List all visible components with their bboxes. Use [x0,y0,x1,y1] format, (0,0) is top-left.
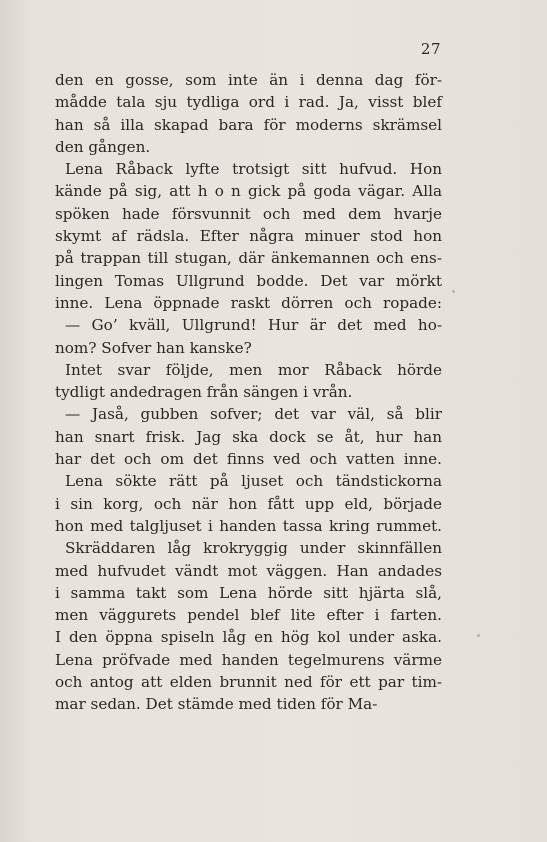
paper-speck [452,290,455,293]
page-number: 27 [420,40,441,58]
text-line: skymt af rädsla. Efter några minuer stod hon [55,227,442,246]
text-line: i sin korg, och när hon fått upp eld, började [55,494,442,513]
text-line: spöken hade försvunnit och med dem hvarje [55,204,442,223]
text-line: Intet svar följde, men mor Råback hörde [65,360,442,379]
text-line: Lena Råback lyfte trotsigt sitt hufvud. Hon [65,160,442,179]
text-line: hon med talgljuset i handen tassa kring rummet. [55,516,442,535]
text-line: kände på sig, att h o n gick på goda vägar. Alla [55,182,442,201]
text-line: har det och om det finns ved och vatten inne. [55,450,442,469]
text-line: — Go’ kväll, Ullgrund! Hur är det med ho- [65,316,442,335]
text-line: I den öppna spiseln låg en hög kol under aska. [55,628,442,647]
text-line: mådde tala sju tydliga ord i rad. Ja, visst blef [55,93,442,112]
text-line: han så illa skapad bara för moderns skrämsel [55,115,442,134]
text-line: men väggurets pendel blef lite efter i farten. [55,606,442,625]
body-text [55,69,442,716]
text-line: den gången. [55,137,151,156]
text-line: Lena sökte rätt på ljuset och tändstickorna [65,472,442,491]
text-line: och antog att elden brunnit ned för ett par tim- [55,673,442,692]
text-line: han snart frisk. Jag ska dock se åt, hur han [55,427,442,446]
text-line: tydligt andedragen från sängen i vrån. [55,383,353,402]
text-line: inne. Lena öppnade raskt dörren och ropade: [55,293,442,312]
text-line: med hufvudet vändt mot väggen. Han andades [55,561,442,580]
text-line: på trappan till stugan, där änkemannen och ens- [55,249,442,268]
text-line: den en gosse, som inte än i denna dag för- [55,71,442,89]
paper-speck [477,634,480,637]
text-line: — Jaså, gubben sofver; det var väl, så blir [65,405,442,424]
text-line: Lena pröfvade med handen tegelmurens värme [55,650,442,669]
text-line: nom? Sofver han kanske? [55,338,252,357]
text-line: mar sedan. Det stämde med tiden för Ma- [55,695,378,714]
text-line: Skräddaren låg krokryggig under skinnfällen [65,539,442,558]
text-line: i samma takt som Lena hörde sitt hjärta slå, [55,583,442,602]
text-line: lingen Tomas Ullgrund bodde. Det var mörkt [55,271,442,290]
